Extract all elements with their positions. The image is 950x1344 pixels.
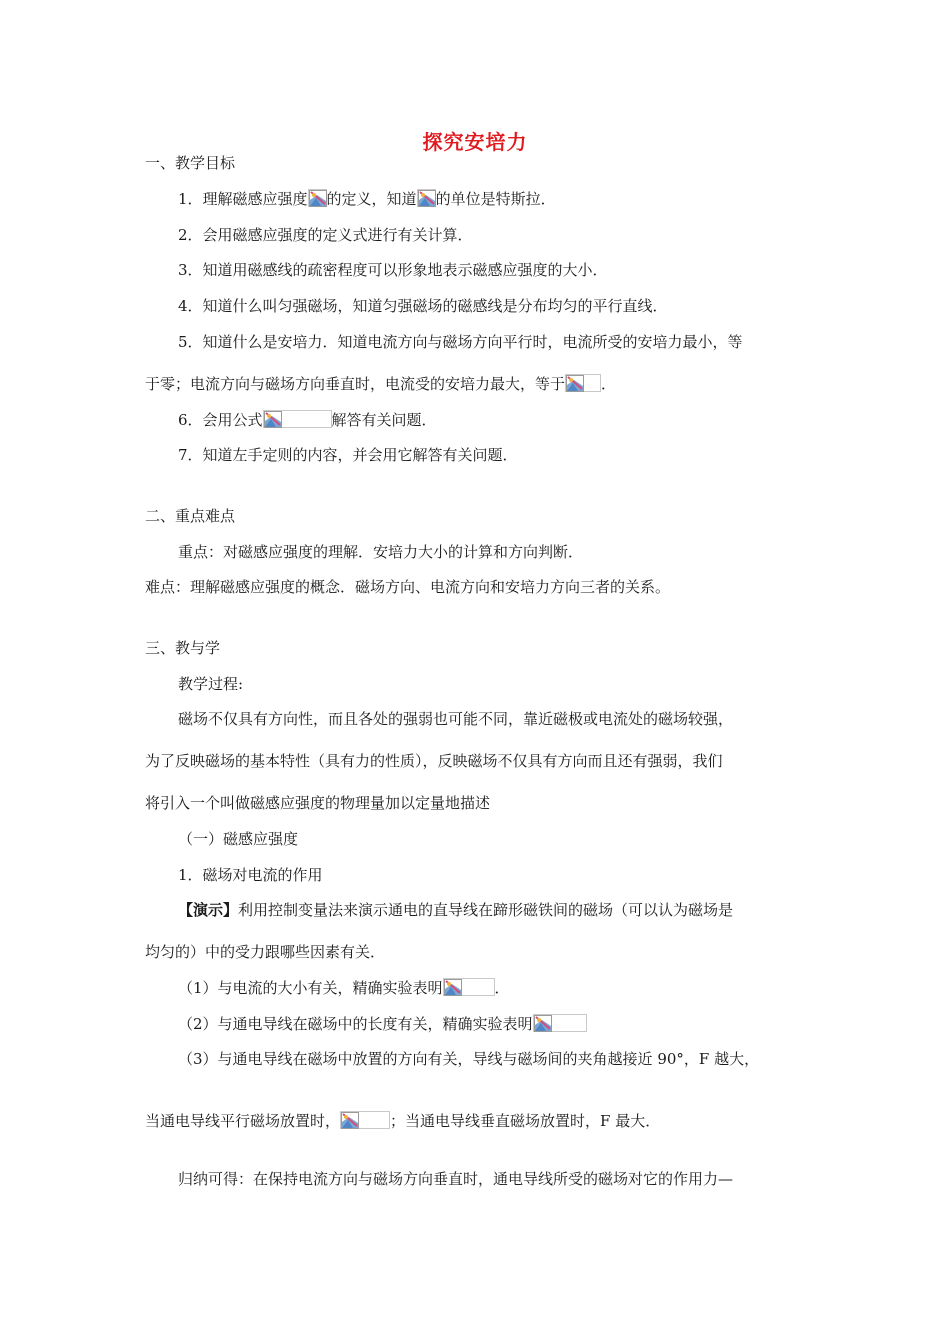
demo-paragraph-line-1: 【演示】利用控制变量法来演示通电的直导线在蹄形磁铁间的磁场（可以认为磁场是 <box>178 901 734 919</box>
subsection-heading: （一）磁感应强度 <box>178 830 299 848</box>
conclusion-1: （1）与电流的大小有关，精确实验表明 ． <box>178 979 510 997</box>
broken-image-icon <box>263 410 332 428</box>
broken-image-icon <box>565 374 601 392</box>
objective-item-3: 3．知道用磁感线的疏密程度可以形象地表示磁感应强度的大小． <box>178 261 608 279</box>
broken-image-icon <box>417 189 436 207</box>
objective-item-5-line-1: 5．知道什么是安培力．知道电流方向与磁场方向平行时，电流所受的安培力最小，等 <box>178 333 743 351</box>
objective-item-4: 4．知道什么叫匀强磁场，知道匀强磁场的磁感线是分布均匀的平行直线． <box>178 297 668 315</box>
demo-paragraph-line-2: 均匀的）中的受力跟哪些因素有关． <box>145 943 386 961</box>
summary-line: 归纳可得：在保持电流方向与磁场方向垂直时，通电导线所受的磁场对它的作用力— <box>178 1170 734 1188</box>
teaching-process-label: 教学过程: <box>178 675 244 693</box>
section-heading-objectives: 一、教学目标 <box>145 154 236 172</box>
broken-image-icon <box>443 978 495 996</box>
objective-item-6: 6．会用公式 解答有关问题． <box>178 411 437 429</box>
broken-image-icon <box>533 1014 587 1032</box>
objective-item-5-line-2: 于零；电流方向与磁场方向垂直时，电流受的安培力最大，等于 ． <box>145 375 617 393</box>
conclusion-3-line-2: 当通电导线平行磁场放置时， ；当通电导线垂直磁场放置时，F 最大． <box>145 1112 661 1130</box>
key-point: 重点：对磁感应强度的理解．安培力大小的计算和方向判断． <box>178 543 584 561</box>
document-title: 探究安培力 <box>422 130 528 154</box>
paragraph-line: 将引入一个叫做磁感应强度的物理量加以定量地描述 <box>145 794 491 812</box>
conclusion-3-line-1: （3）与通电导线在磁场中放置的方向有关，导线与磁场间的夹角越接近 90°，F 越大， <box>178 1050 760 1068</box>
objective-item-2: 2．会用磁感应强度的定义式进行有关计算． <box>178 226 473 244</box>
objective-item-1: 1．理解磁感应强度 的定义，知道 的单位是特斯拉． <box>178 190 556 208</box>
broken-image-icon <box>308 189 327 207</box>
objective-item-7: 7．知道左手定则的内容，并会用它解答有关问题． <box>178 446 518 464</box>
difficult-point: 难点：理解磁感应强度的概念．磁场方向、电流方向和安培力方向三者的关系。 <box>145 578 671 596</box>
demo-label: 【演示】 <box>178 901 239 919</box>
paragraph-line: 磁场不仅具有方向性，而且各处的强弱也可能不同，靠近磁极或电流处的磁场较强， <box>178 710 734 728</box>
subsection-item: 1．磁场对电流的作用 <box>178 866 323 884</box>
section-heading-key-points: 二、重点难点 <box>145 507 236 525</box>
broken-image-icon <box>340 1111 390 1129</box>
section-heading-teaching: 三、教与学 <box>145 639 221 657</box>
paragraph-line: 为了反映磁场的基本特性（具有力的性质），反映磁场不仅具有方向而且还有强弱，我们 <box>145 752 723 770</box>
conclusion-2: （2）与通电导线在磁场中的长度有关，精确实验表明 <box>178 1013 587 1035</box>
